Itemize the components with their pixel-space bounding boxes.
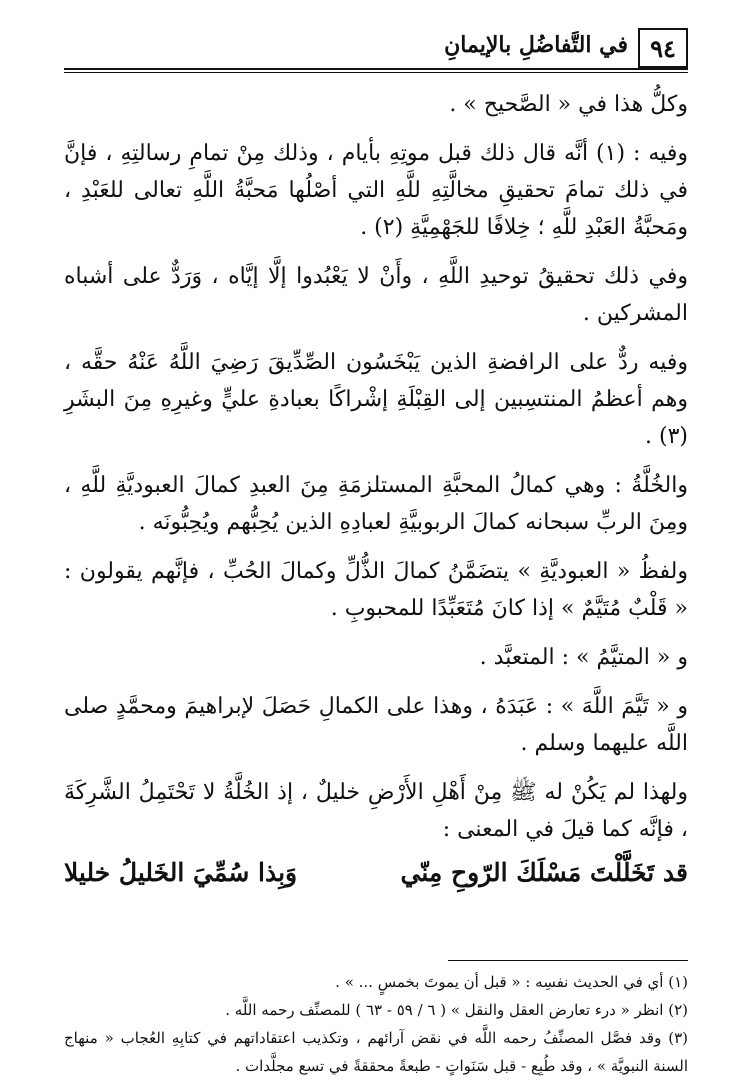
header-rule [64,68,688,70]
paragraph: وفي ذلك تحقيقُ توحيدِ اللَّهِ ، وأَنْ لا يَعْبُدوا إلَّا إيَّاه ، وَرَدٌّ على أشباه المشركين . [64,264,688,326]
verse-left-hemistich: وَبِذا سُمِّيَ الخَليلُ خليلا [64,858,298,887]
running-title: في التَّفاضُلِ بالإيمانِ [444,32,628,58]
paragraph: و « المتيَّمُ » : المتعبَّد . [479,645,688,670]
paragraph: و « تَيَّمَ اللَّهَ » : عَبَدَهُ ، وهذا على الكمالِ حَصَلَ لإبراهيمَ ومحمَّدٍ صلى اللَّه عليهما وسلم . [64,694,688,756]
paragraph: ولهذا لم يَكُنْ له ﷺ مِنْ أَهْلِ الأَرْضِ خليلٌ ، إذ الخُلَّةُ لا تَحْتَمِلُ الشَّرِكَةَ ، فإنَّه كما قيلَ في المعنى : [64,780,688,842]
paragraph: وفيه ردٌّ على الرافضةِ الذين يَبْخَسُون الصِّدِّيقَ رَضِيَ اللَّهُ عَنْهُ حقَّه ، وهم أعظمُ المنتسِبين إلى القِبْلَةِ إشْراكًا بعبادةِ عليٍّ وغيرِهِ مِنَ البشَرِ (٣) . [64,350,688,449]
paragraph: والخُلَّةُ : وهي كمالُ المحبَّةِ المستلزمَةِ مِنَ العبدِ كمالَ العبوديَّةِ للَّهِ ، ومِنَ الربِّ سبحانه كمالَ الربوبيَّةِ لعبادِهِ الذين يُحِبُّهم ويُحِبُّونَه . [64,473,688,535]
header-rule-thin [64,72,688,73]
main-text [64,86,688,891]
poetry-verse [64,854,688,891]
footnotes [64,968,688,1080]
paragraph: وفيه : (١) أنَّه قال ذلك قبل موتِهِ بأيام ، وذلك مِنْ تمامِ رسالتِهِ ، فإنَّ في ذلك تمامَ تحقيقِ مخالَّتِهِ للَّهِ التي أصْلُها مَحبَّةُ اللَّهِ تعالى للعَبْدِ ، ومَحبَّةُ العَبْدِ للَّهِ ؛ خِلافًا للجَهْمِيَّةِ (٢) . [64,141,689,240]
page-number: ٩٤ [638,28,688,68]
paragraph: وكلُّ هذا في « الصَّحيح » . [449,92,688,117]
paragraph: ولفظُ « العبوديَّةِ » يتضَمَّنُ كمالَ الذُّلِّ وكمالَ الحُبِّ ، فإنَّهم يقولون : « قَلْبٌ مُتَيَّمٌ » إذا كانَ مُتَعَبِّدًا للمحبوبِ . [64,559,688,621]
footnote-separator [448,960,688,961]
footnote: (١) أي في الحديث نفسِه : « قبل أن يموتَ بخمسٍ ... » . [335,973,688,991]
page-header [64,28,688,72]
footnote: (٣) وقد فصَّل المصنِّفُ رحمه اللَّه في نقض آرائهم ، وتكذيب اعتقاداتهم في كتابِهِ العُجاب « منهاج السنة النبويَّة » ، وقد طُبِع - قبل سَنَواتٍ - طبعةً محققةً في تسع مجلَّدات . [64,1029,688,1075]
verse-right-hemistich: قد تَخَلَّلْتَ مَسْلَكَ الرّوحِ مِنّي [400,858,688,887]
footnote: (٢) انظر « درء تعارض العقل والنقل » ( ٦ / ٥٩ - ٦٣ ) للمصنِّف رحمه اللَّه . [225,1001,688,1019]
